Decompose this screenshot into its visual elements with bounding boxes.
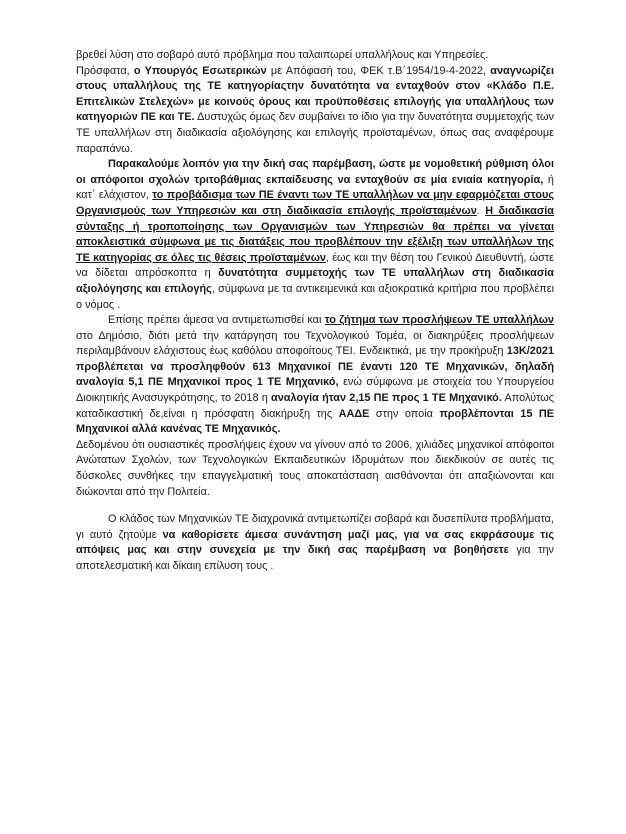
text-run: στο Δημόσιο, διότι μετά την κατάργηση του Τεχνολογικού Τομέα, οι διακηρύξεις προσλήψεων περιλαμβάνουν ελάχιστους έως καθόλου αποφοίτους ΤΕΙ. Ενδεικτικά, με την προκήρυξη	[76, 329, 554, 358]
text-run: για την αποτελεσματική και δίκαιη επίλυση τους .	[76, 544, 554, 572]
text-run: 13Κ/2021 προβλέπεται να προσληφθούν 613 Μηχανικοί ΠΕ έναντι 120 ΤΕ Μηχανικών, δηλαδή αναλογία 5,1 ΠΕ Μηχανικοί προς 1 ΤΕ Μηχανικό,	[76, 345, 554, 389]
text-run: δυνατότητα συμμετοχής των ΤΕ υπαλλήλων στη διαδικασία αξιολόγησης και επιλογής	[76, 267, 554, 295]
text-run: Δυστυχώς όμως δεν συμβαίνει το ίδιο για την δυνατότητα συμμετοχής των ΤΕ υπαλλήλων στη διαδικασία αξιολόγησης και επιλογής προϊσταμένων, όπως σας αναφέρουμε παραπάνω.	[76, 111, 555, 155]
text-run: ή κατ΄ ελάχιστον,	[76, 173, 554, 202]
paragraph-meeting-request	[76, 512, 554, 574]
text-run: το ζήτημα των προσλήψεων ΤΕ υπαλλήλων	[324, 314, 554, 327]
text-run: Πρόσφατα,	[76, 64, 134, 77]
text-run: με Απόφασή του, ΦΕΚ τ.Β΄1954/19-4-2022,	[266, 64, 491, 77]
text-run: .	[476, 204, 486, 217]
text-run: αναγνωρίζει στους υπαλλήλους της ΤΕ κατηγορίαςτην δυνατότητα να ενταχθούν στον «Κλάδο Π.Ε. Επιτελικών Στελεχών» με κοινούς όρους και προϋποθέσεις επιλογής για υπαλλήλους των κατηγοριών ΠΕ και ΤΕ.	[76, 64, 554, 124]
paragraph-ministry-decision	[76, 64, 554, 158]
text-run: ενώ σύμφωνα με στοιχεία του Υπουργείου Διοικητικής Ανασυγκρότησης, το 2018 η	[76, 376, 554, 405]
paragraph-resolution	[76, 48, 554, 64]
text-run: αναλογία ήταν 2,15 ΠΕ προς 1 ΤΕ Μηχανικό.	[271, 392, 502, 405]
text-run: , έως και την θέση του Γενικού Διευθυντή, ώστε να δίδεται απρόσκοπτα η	[76, 251, 554, 280]
text-run: Δεδομένου ότι ουσιαστικές προσλήψεις έχουν να γίνουν από το 2006, χιλιάδες μηχανικοί απόφοιτοι Ανώτατων Σχολών, των Τεχνολογικών Εκπαιδευτικών Ιδρυμάτων που διεκδικούν σε αυτές τις δύσκολες συνθήκες την επαγγελματική τους αποκατάσταση αισθάνονται ότι απαξιώνονται και διώκονται από την Πολιτεία.	[76, 438, 554, 498]
text-run: Επίσης πρέπει άμεσα να αντιμετωπισθεί και	[108, 314, 325, 327]
text-run: στην οποία	[369, 407, 440, 420]
text-run: Η διαδικασία σύνταξης ή τροποποίησης των Οργανισμών των Υπηρεσιών θα πρέπει να γίνεται αποκλειστικά σύμφωνα με τις διατάξεις που προβλέπουν την εξέλιξη των υπαλλήλων της ΤΕ κατηγορίας σε όλες τις θέσεις προϊσταμένων	[76, 204, 554, 264]
text-run: προβλέπονται 15 ΠΕ Μηχανικοί αλλά κανένας ΤΕ Μηχανικός.	[76, 407, 555, 436]
paragraph-graduates	[76, 438, 554, 500]
text-run: ΑΑΔΕ	[338, 407, 370, 420]
text-run: να καθορίσετε άμεσα συνάντηση μαζί μας, για να σας εκφράσουμε τις απόψεις μας και στην συνεχεία με την δική σας παρέμβαση να βοηθήσετε	[76, 528, 554, 557]
text-run: το προβάδισμα των ΠΕ έναντι των ΤΕ υπαλλήλων να μην εφαρμόζεται στους Οργανισμούς των Υπηρεσιών και στη διαδικασία επιλογής προϊσταμένων	[76, 189, 554, 217]
text-run: , σύμφωνα με τα αντικειμενικά και αξιοκρατικά κριτήρια που προβλέπει ο νόμος .	[76, 282, 554, 311]
text-run: βρεθεί λύση στο σοβαρό αυτό πρόβλημα που ταλαιπωρεί υπαλλήλους και Υπηρεσίες.	[76, 49, 489, 61]
paragraph-request-unified-category	[76, 157, 554, 313]
document-page	[76, 48, 554, 575]
text-run: ο Υπουργός Εσωτερικών	[133, 64, 267, 77]
paragraph-hiring-issue	[76, 313, 554, 438]
text-run: Ο κλάδος των Μηχανικών ΤΕ διαχρονικά αντιμετωπίζει σοβαρά και δυσεπίλυτα προβλήματα, γι αυτό ζητούμε	[76, 513, 554, 541]
text-run: Απολύτως καταδικαστική δε,είναι η πρόσφατη διακήρυξη της	[76, 392, 554, 420]
text-run: Παρακαλούμε λοιπόν για την δική σας παρέμβαση, ώστε με νομοθετική ρύθμιση όλοι οι απόφοιτοι σχολών τριτοβάθμιας εκπαίδευσης να ενταχθούν σε μία ενιαία κατηγορία,	[76, 158, 554, 186]
